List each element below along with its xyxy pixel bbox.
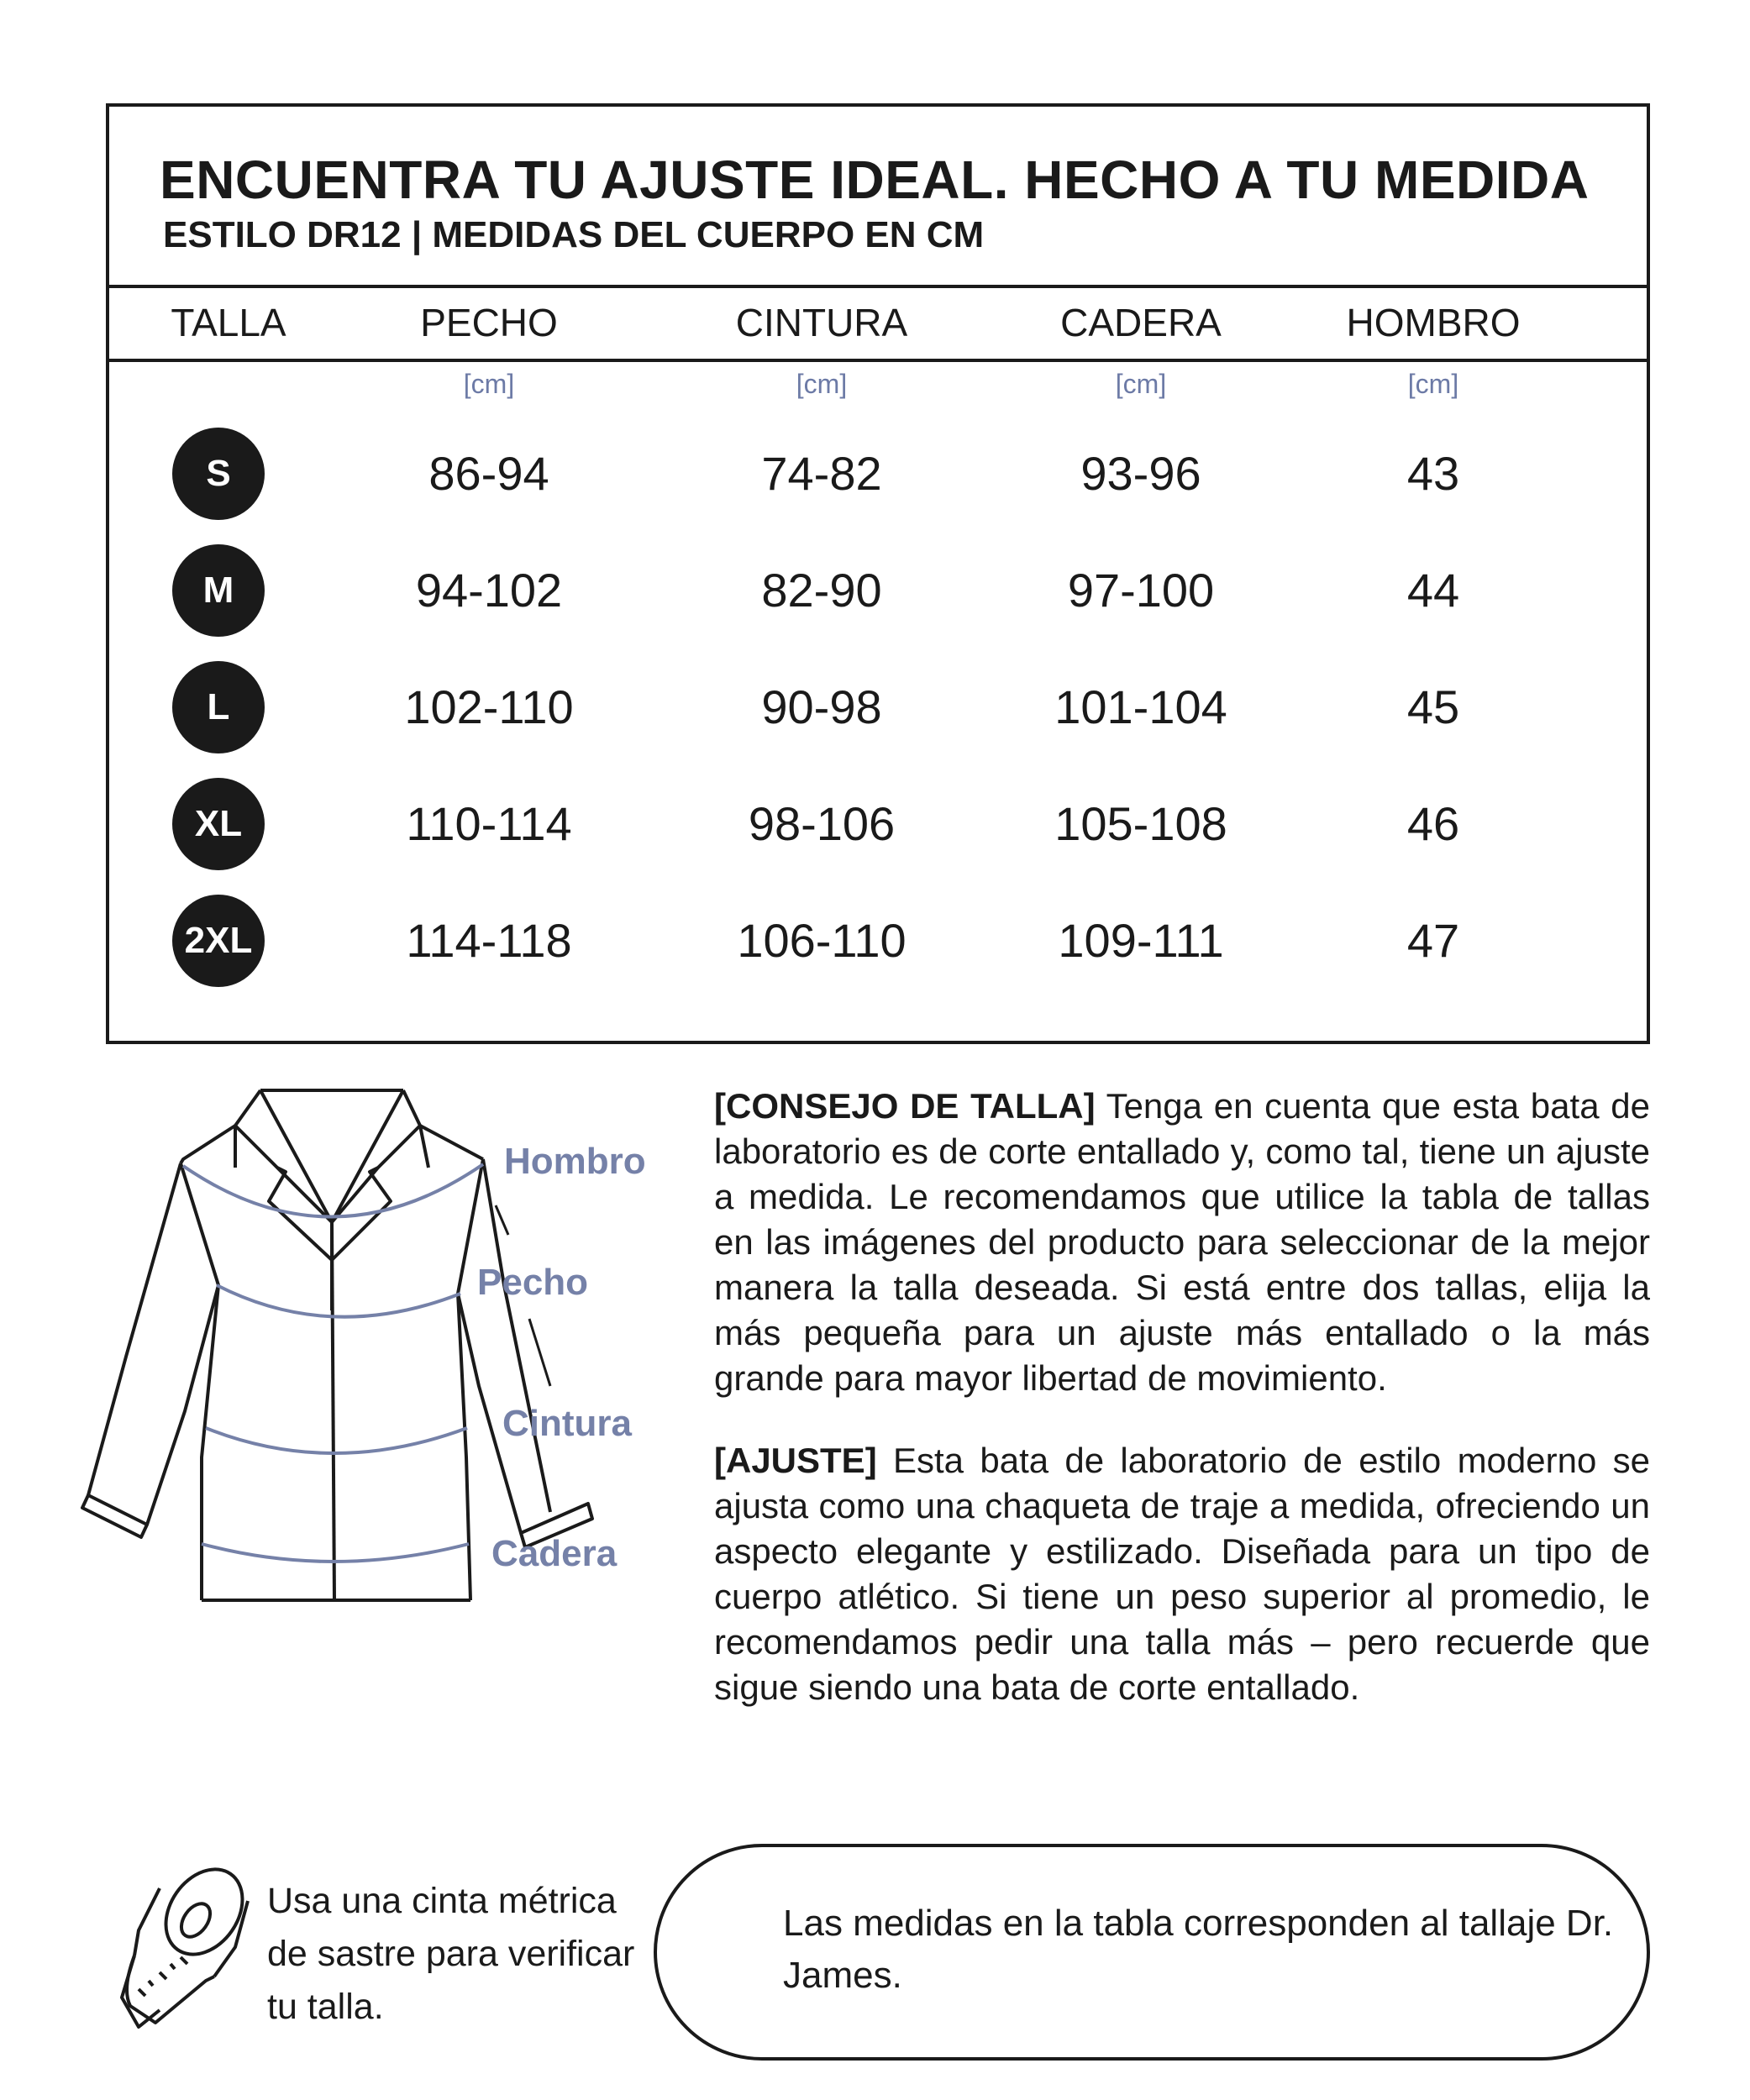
unit-cadera: [cm] bbox=[1115, 369, 1167, 399]
unit-pecho: [cm] bbox=[463, 369, 515, 399]
header-talla: TALLA bbox=[171, 301, 286, 344]
cadera-value: 97-100 bbox=[1067, 564, 1215, 617]
hombro-value: 44 bbox=[1406, 564, 1460, 617]
cadera-value: 93-96 bbox=[1080, 447, 1201, 500]
cadera-value: 101-104 bbox=[1054, 680, 1227, 733]
cadera-value: 109-111 bbox=[1058, 914, 1224, 967]
cintura-value: 74-82 bbox=[761, 447, 882, 500]
pecho-value: 110-114 bbox=[406, 797, 572, 850]
header-cadera: CADERA bbox=[1060, 301, 1222, 344]
page-subtitle: ESTILO DR12 | MEDIDAS DEL CUERPO EN CM bbox=[163, 214, 985, 255]
hombro-value: 45 bbox=[1406, 680, 1460, 733]
advice-section bbox=[714, 1084, 1650, 1747]
size-badge-m: M bbox=[172, 544, 265, 637]
unit-cintura: [cm] bbox=[796, 369, 848, 399]
hombro-value: 47 bbox=[1406, 914, 1460, 967]
page-title: ENCUENTRA TU AJUSTE IDEAL. HECHO A TU MEDIDA bbox=[160, 150, 1590, 210]
tape-note: Usa una cinta métrica de sastre para verificar tu talla. bbox=[267, 1881, 635, 2027]
unit-hombro: [cm] bbox=[1407, 369, 1459, 399]
size-chart bbox=[106, 103, 1650, 1044]
header-cintura: CINTURA bbox=[735, 301, 908, 344]
note-pill bbox=[654, 1844, 1650, 2061]
consejo-paragraph bbox=[714, 1084, 1650, 1401]
label-hombro: Hombro bbox=[504, 1141, 646, 1182]
note-text: Las medidas en la tabla corresponden al tallaje Dr. James. bbox=[783, 1903, 1614, 1996]
cintura-value: 106-110 bbox=[737, 914, 907, 967]
cintura-value: 98-106 bbox=[748, 797, 896, 850]
ajuste-tag: [AJUSTE] bbox=[714, 1441, 877, 1480]
hombro-value: 46 bbox=[1406, 797, 1460, 850]
label-cintura: Cintura bbox=[502, 1403, 632, 1444]
consejo-text: Tenga en cuenta que esta bata de laboratorio es de corte entallado y, como tal, tiene un ajuste a medida. Le recomendamos que utilice la tabla de tallas en las imágenes del producto para seleccionar de la mejor manera la talla deseada. Si está entre dos tallas, elija la más pequeña para un ajuste más entallado o la más grande para mayor libertad de movimiento. bbox=[714, 1086, 1650, 1398]
label-pecho: Pecho bbox=[477, 1262, 589, 1303]
divider bbox=[109, 285, 1647, 288]
size-badge-2xl: 2XL bbox=[172, 895, 265, 987]
cadera-value: 105-108 bbox=[1054, 797, 1227, 850]
cintura-value: 82-90 bbox=[761, 564, 882, 617]
ajuste-text: Esta bata de laboratorio de estilo moderno se ajusta como una chaqueta de traje a medida, ofreciendo un aspecto elegante y estilizado. Diseñada para un tipo de cuerpo atlético. Si tiene un peso superior al promedio, le recomendamos pedir una talla más – pero recuerde que sigue siendo una bata de corte entallado. bbox=[714, 1441, 1650, 1707]
header-hombro: HOMBRO bbox=[1346, 301, 1521, 344]
label-cadera: Cadera bbox=[491, 1533, 617, 1574]
consejo-tag: [CONSEJO DE TALLA] bbox=[714, 1086, 1096, 1126]
ajuste-paragraph bbox=[714, 1438, 1650, 1710]
pecho-value: 114-118 bbox=[406, 914, 572, 967]
pecho-value: 102-110 bbox=[404, 680, 574, 733]
size-badge-xl: XL bbox=[172, 778, 265, 870]
header-pecho: PECHO bbox=[420, 301, 558, 344]
measuring-tape-icon bbox=[105, 1863, 260, 2044]
pecho-value: 86-94 bbox=[428, 447, 549, 500]
size-badge-l: L bbox=[172, 661, 265, 753]
divider bbox=[109, 359, 1647, 362]
pecho-value: 94-102 bbox=[415, 564, 563, 617]
hombro-value: 43 bbox=[1406, 447, 1460, 500]
cintura-value: 90-98 bbox=[761, 680, 882, 733]
size-badge-s: S bbox=[172, 428, 265, 520]
